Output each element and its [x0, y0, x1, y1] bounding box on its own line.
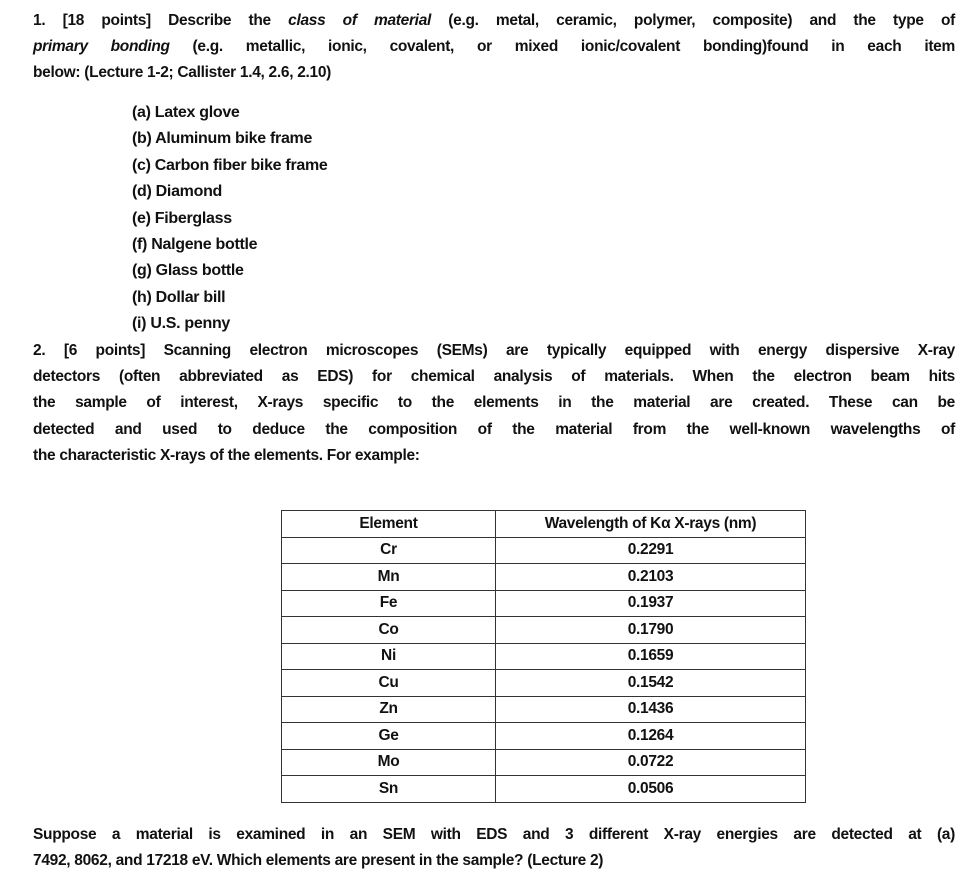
element-cell: Zn — [282, 696, 496, 723]
wavelength-cell: 0.0722 — [496, 749, 806, 776]
q2-line: the sample of interest, X-rays specific to the elements in the material are created. These can be — [33, 394, 955, 412]
table-row — [282, 696, 806, 723]
list-item: (a) Latex glove — [132, 104, 240, 121]
q2-line: the characteristic X-rays of the elements. For example: — [33, 446, 420, 464]
q2-question-line: 7492, 8062, and 17218 eV. Which elements are present in the sample? (Lecture 2) — [33, 852, 604, 870]
element-cell: Mo — [282, 749, 496, 776]
q2-line: 2. [6 points] Scanning electron microscopes (SEMs) are typically equipped with energy dispersive X-ray — [33, 342, 955, 359]
q1-line-2: primary bonding (e.g. metallic, ionic, covalent, or mixed ionic/covalent bonding)found in each item — [33, 38, 955, 55]
list-item: (h) Dollar bill — [132, 288, 226, 306]
wavelength-cell: 0.1436 — [496, 696, 806, 723]
table-row — [282, 723, 806, 750]
table-row — [282, 564, 806, 591]
table-row — [282, 537, 806, 564]
q2-line: detected and used to deduce the composition of the material from the well-known wavelengths of — [33, 420, 955, 438]
list-item: (d) Diamond — [132, 183, 223, 201]
table-header-row — [282, 511, 806, 538]
table-row — [282, 643, 806, 670]
header-wavelength: Wavelength of Kα X-rays (nm) — [496, 511, 806, 538]
list-item: (b) Aluminum bike frame — [132, 130, 313, 148]
header-element: Element — [282, 511, 496, 538]
table-row — [282, 749, 806, 776]
list-item: (f) Nalgene bottle — [132, 236, 258, 253]
element-cell: Cu — [282, 670, 496, 697]
list-item: (g) Glass bottle — [132, 262, 244, 280]
table-row — [282, 617, 806, 644]
element-cell: Mn — [282, 564, 496, 591]
wavelength-cell: 0.2291 — [496, 537, 806, 564]
element-cell: Ni — [282, 643, 496, 670]
wavelength-cell: 0.0506 — [496, 776, 806, 803]
list-item: (e) Fiberglass — [132, 209, 232, 227]
table-row — [282, 590, 806, 617]
q1-line-3: below: (Lecture 1-2; Callister 1.4, 2.6, 2.10) — [33, 64, 332, 81]
wavelength-table — [281, 510, 806, 803]
list-item: (c) Carbon fiber bike frame — [132, 156, 328, 174]
element-cell: Cr — [282, 537, 496, 564]
emphasis-primary-bonding: primary bonding — [33, 38, 170, 55]
element-cell: Sn — [282, 776, 496, 803]
element-cell: Ge — [282, 723, 496, 750]
table-row — [282, 776, 806, 803]
q1-line-1: 1. [18 points] Describe the class of material (e.g. metal, ceramic, polymer, composite) and the type of — [33, 12, 955, 29]
q2-line: detectors (often abbreviated as EDS) for chemical analysis of materials. When the electron beam hits — [33, 368, 955, 386]
wavelength-cell: 0.1790 — [496, 617, 806, 644]
wavelength-cell: 0.1659 — [496, 643, 806, 670]
emphasis-class-of-material: class of material — [288, 12, 432, 29]
wavelength-cell: 0.2103 — [496, 564, 806, 591]
table-row — [282, 670, 806, 697]
wavelength-cell: 0.1542 — [496, 670, 806, 697]
wavelength-cell: 0.1937 — [496, 590, 806, 617]
list-item: (i) U.S. penny — [132, 315, 231, 333]
q2-question-line: Suppose a material is examined in an SEM with EDS and 3 different X-ray energies are detected at (a) — [33, 826, 955, 843]
wavelength-cell: 0.1264 — [496, 723, 806, 750]
element-cell: Fe — [282, 590, 496, 617]
element-cell: Co — [282, 617, 496, 644]
